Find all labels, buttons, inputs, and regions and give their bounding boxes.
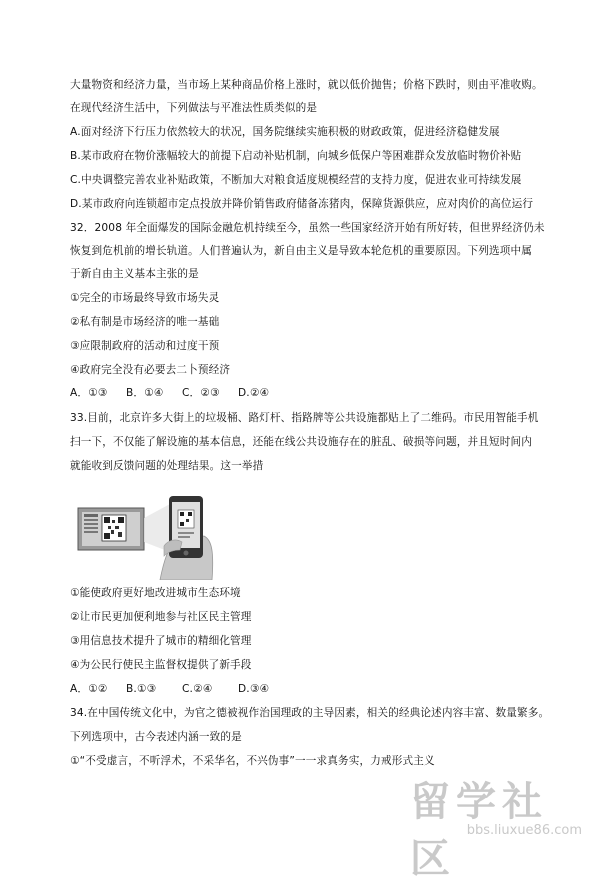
q32-choice-b: B．①④	[126, 387, 164, 399]
q31-option-d: D.某市政府向连锁超市定点投放并降价销售政府储备冻猪肉，保障货源供应，应对肉价的高位运行	[70, 198, 534, 210]
q34-item: ①“不受虚言，不听浮术，不采华名，不兴伪事”一一求真务实，力戒形式主义	[70, 755, 435, 767]
q31-option-b: B.某市政府在物价涨幅较大的前提下启动补贴机制，向城乡低保户等困难群众发放临时物价补贴	[70, 150, 522, 162]
q32-item: ①完全的市场最终导致市场失灵	[70, 292, 220, 304]
q32-stem-line: 32．2008 年全面爆发的国际金融危机持续至今，虽然一些国家经济开始有所好转，但世界经济仍未	[70, 222, 545, 234]
q32-stem-line: 恢复到危机前的增长轨道。人们普遍认为，新自由主义是导致本轮危机的重要原因。下列选项中属	[70, 245, 532, 257]
intro-line: 在现代经济生活中，下列做法与平准法性质类似的是	[70, 102, 318, 114]
intro-line: 大量物资和经济力量，当市场上某种商品价格上涨时，就以低价抛售；价格下跌时，则由平准收购。	[70, 79, 543, 91]
q33-stem-line: 扫一下，不仅能了解设施的基本信息，还能在线公共设施存在的脏乱、破损等问题，并且短时间内	[70, 436, 532, 448]
q33-choice-d: D.③④	[238, 683, 270, 695]
q33-choice-a: A．①②	[70, 683, 108, 695]
q33-item: ③用信息技术提升了城市的精细化管理	[70, 635, 252, 647]
q33-item: ②让市民更加便利地参与社区民主管理	[70, 611, 252, 623]
q33-item: ④为公民行使民主监督权提供了新手段	[70, 659, 252, 671]
q31-option-a: A.面对经济下行压力依然较大的状况，国务院继续实施积极的财政政策，促进经济稳健发展	[70, 126, 500, 138]
q32-choices	[70, 386, 269, 400]
q32-choice-c: C．②③	[182, 387, 220, 399]
q34-stem-line: 34.在中国传统文化中，为官之德被视作治国理政的主导因素，相关的经典论述内容丰富、数量繁多。	[70, 707, 550, 719]
q33-choices	[70, 682, 269, 696]
qr-scan-photo	[72, 490, 222, 580]
site-watermark	[410, 770, 590, 882]
q33-choice-c: C.②④	[182, 683, 213, 695]
q32-item: ④政府完全没有必要去二卜预经济	[70, 364, 231, 376]
q31-option-c: C.中央调整完善农业补贴政策，不断加大对粮食适度规模经营的支持力度，促进农业可持续发展	[70, 174, 522, 186]
q34-stem-line: 下列选项中，古今表述内涵一致的是	[70, 731, 242, 743]
q32-item: ②私有制是市场经济的唯一基础	[70, 316, 220, 328]
q32-choice-a: A．①③	[70, 387, 108, 399]
q33-choice-b: B.①③	[126, 683, 157, 695]
q33-stem-line: 33.目前，北京许多大街上的垃圾桶、路灯杆、指路牌等公共设施都贴上了二维码。市民用智能手机	[70, 412, 539, 424]
q32-item: ③应限制政府的活动和过度干预	[70, 340, 220, 352]
watermark-url: bbs.liuxue86.com	[466, 823, 582, 838]
q32-choice-d: D.②④	[238, 387, 270, 399]
watermark-title: 留学社区	[410, 779, 548, 882]
q33-item: ①能使政府更好地改进城市生态环境	[70, 587, 241, 599]
q32-stem-line: 于新自由主义基本主张的是	[70, 268, 199, 280]
q33-stem-line: 就能收到反馈问题的处理结果。这一举措	[70, 460, 264, 472]
